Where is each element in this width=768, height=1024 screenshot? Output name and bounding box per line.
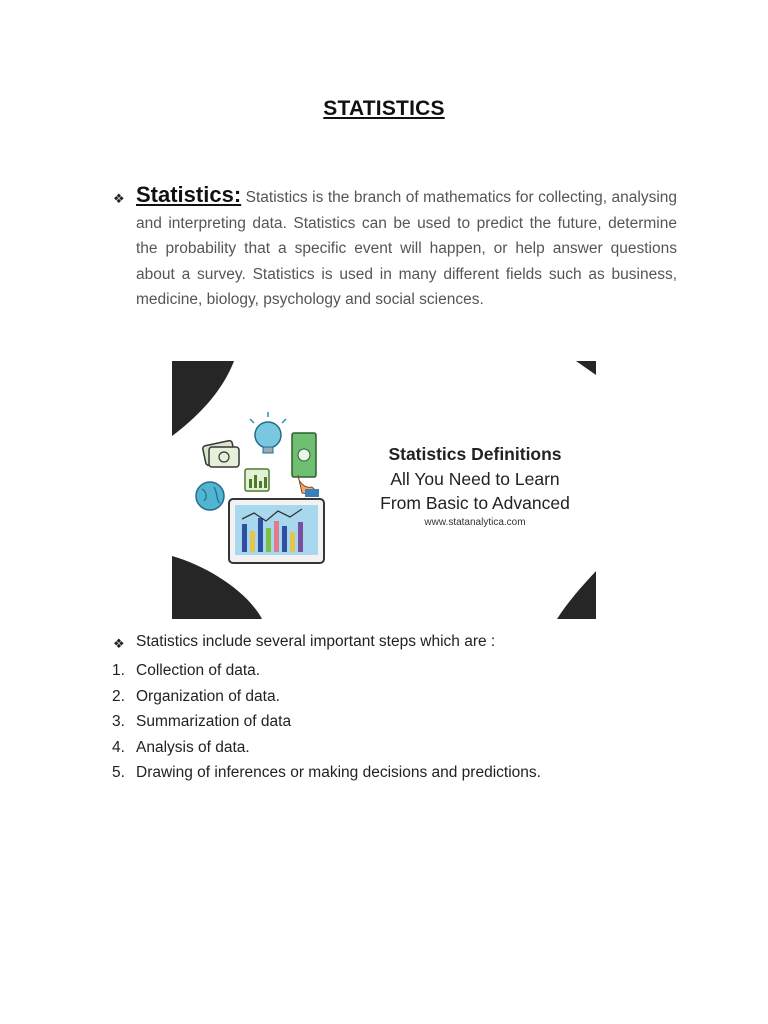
banner-line-2: From Basic to Advanced: [380, 493, 570, 513]
intro-paragraph: [136, 182, 677, 313]
list-item: [112, 684, 541, 710]
list-item: [112, 658, 541, 684]
list-item-text: Collection of data.: [136, 662, 261, 679]
intro-term: Statistics:: [136, 182, 242, 207]
banner-heading: Statistics Definitions: [388, 444, 562, 464]
list-item-text: Organization of data.: [136, 687, 280, 705]
list-item-number: 5.: [112, 764, 125, 782]
list-item-number: 4.: [112, 738, 125, 756]
page-title: STATISTICS: [323, 97, 445, 120]
banner-image: [172, 361, 596, 619]
monitor-bar-chart-icon: [229, 499, 324, 563]
diamond-bullet-icon: ❖: [113, 191, 125, 206]
list-item-text: Drawing of inferences or making decisions and predictions.: [136, 764, 541, 782]
steps-intro: Statistics include several important steps which are :: [136, 633, 496, 650]
list-item-number: 1.: [112, 662, 125, 679]
globe-icon: [196, 482, 224, 510]
intro-text: Statistics is the branch of mathematics for collecting, analysing and interpreting data. Statistics can be used to predict the future, determine the probability that a specific event will happen, or help answer questions about a survey. Statistics is used in many different fields such as business, medicine, biology, psychology and social sciences.: [136, 189, 678, 309]
banner-line-1: All You Need to Learn: [390, 469, 560, 489]
list-item-text: Analysis of data.: [136, 738, 250, 756]
diamond-bullet-icon: ❖: [113, 636, 125, 651]
list-item-number: 2.: [112, 687, 125, 705]
list-item: [112, 735, 541, 761]
list-item: [112, 709, 541, 735]
list-item: [112, 760, 541, 786]
steps-list: [112, 658, 541, 786]
list-item-number: 3.: [112, 713, 125, 731]
bar-chart-icon: [245, 469, 269, 491]
banner-url: www.statanalytica.com: [424, 517, 526, 528]
list-item-text: Summarization of data: [136, 713, 292, 731]
